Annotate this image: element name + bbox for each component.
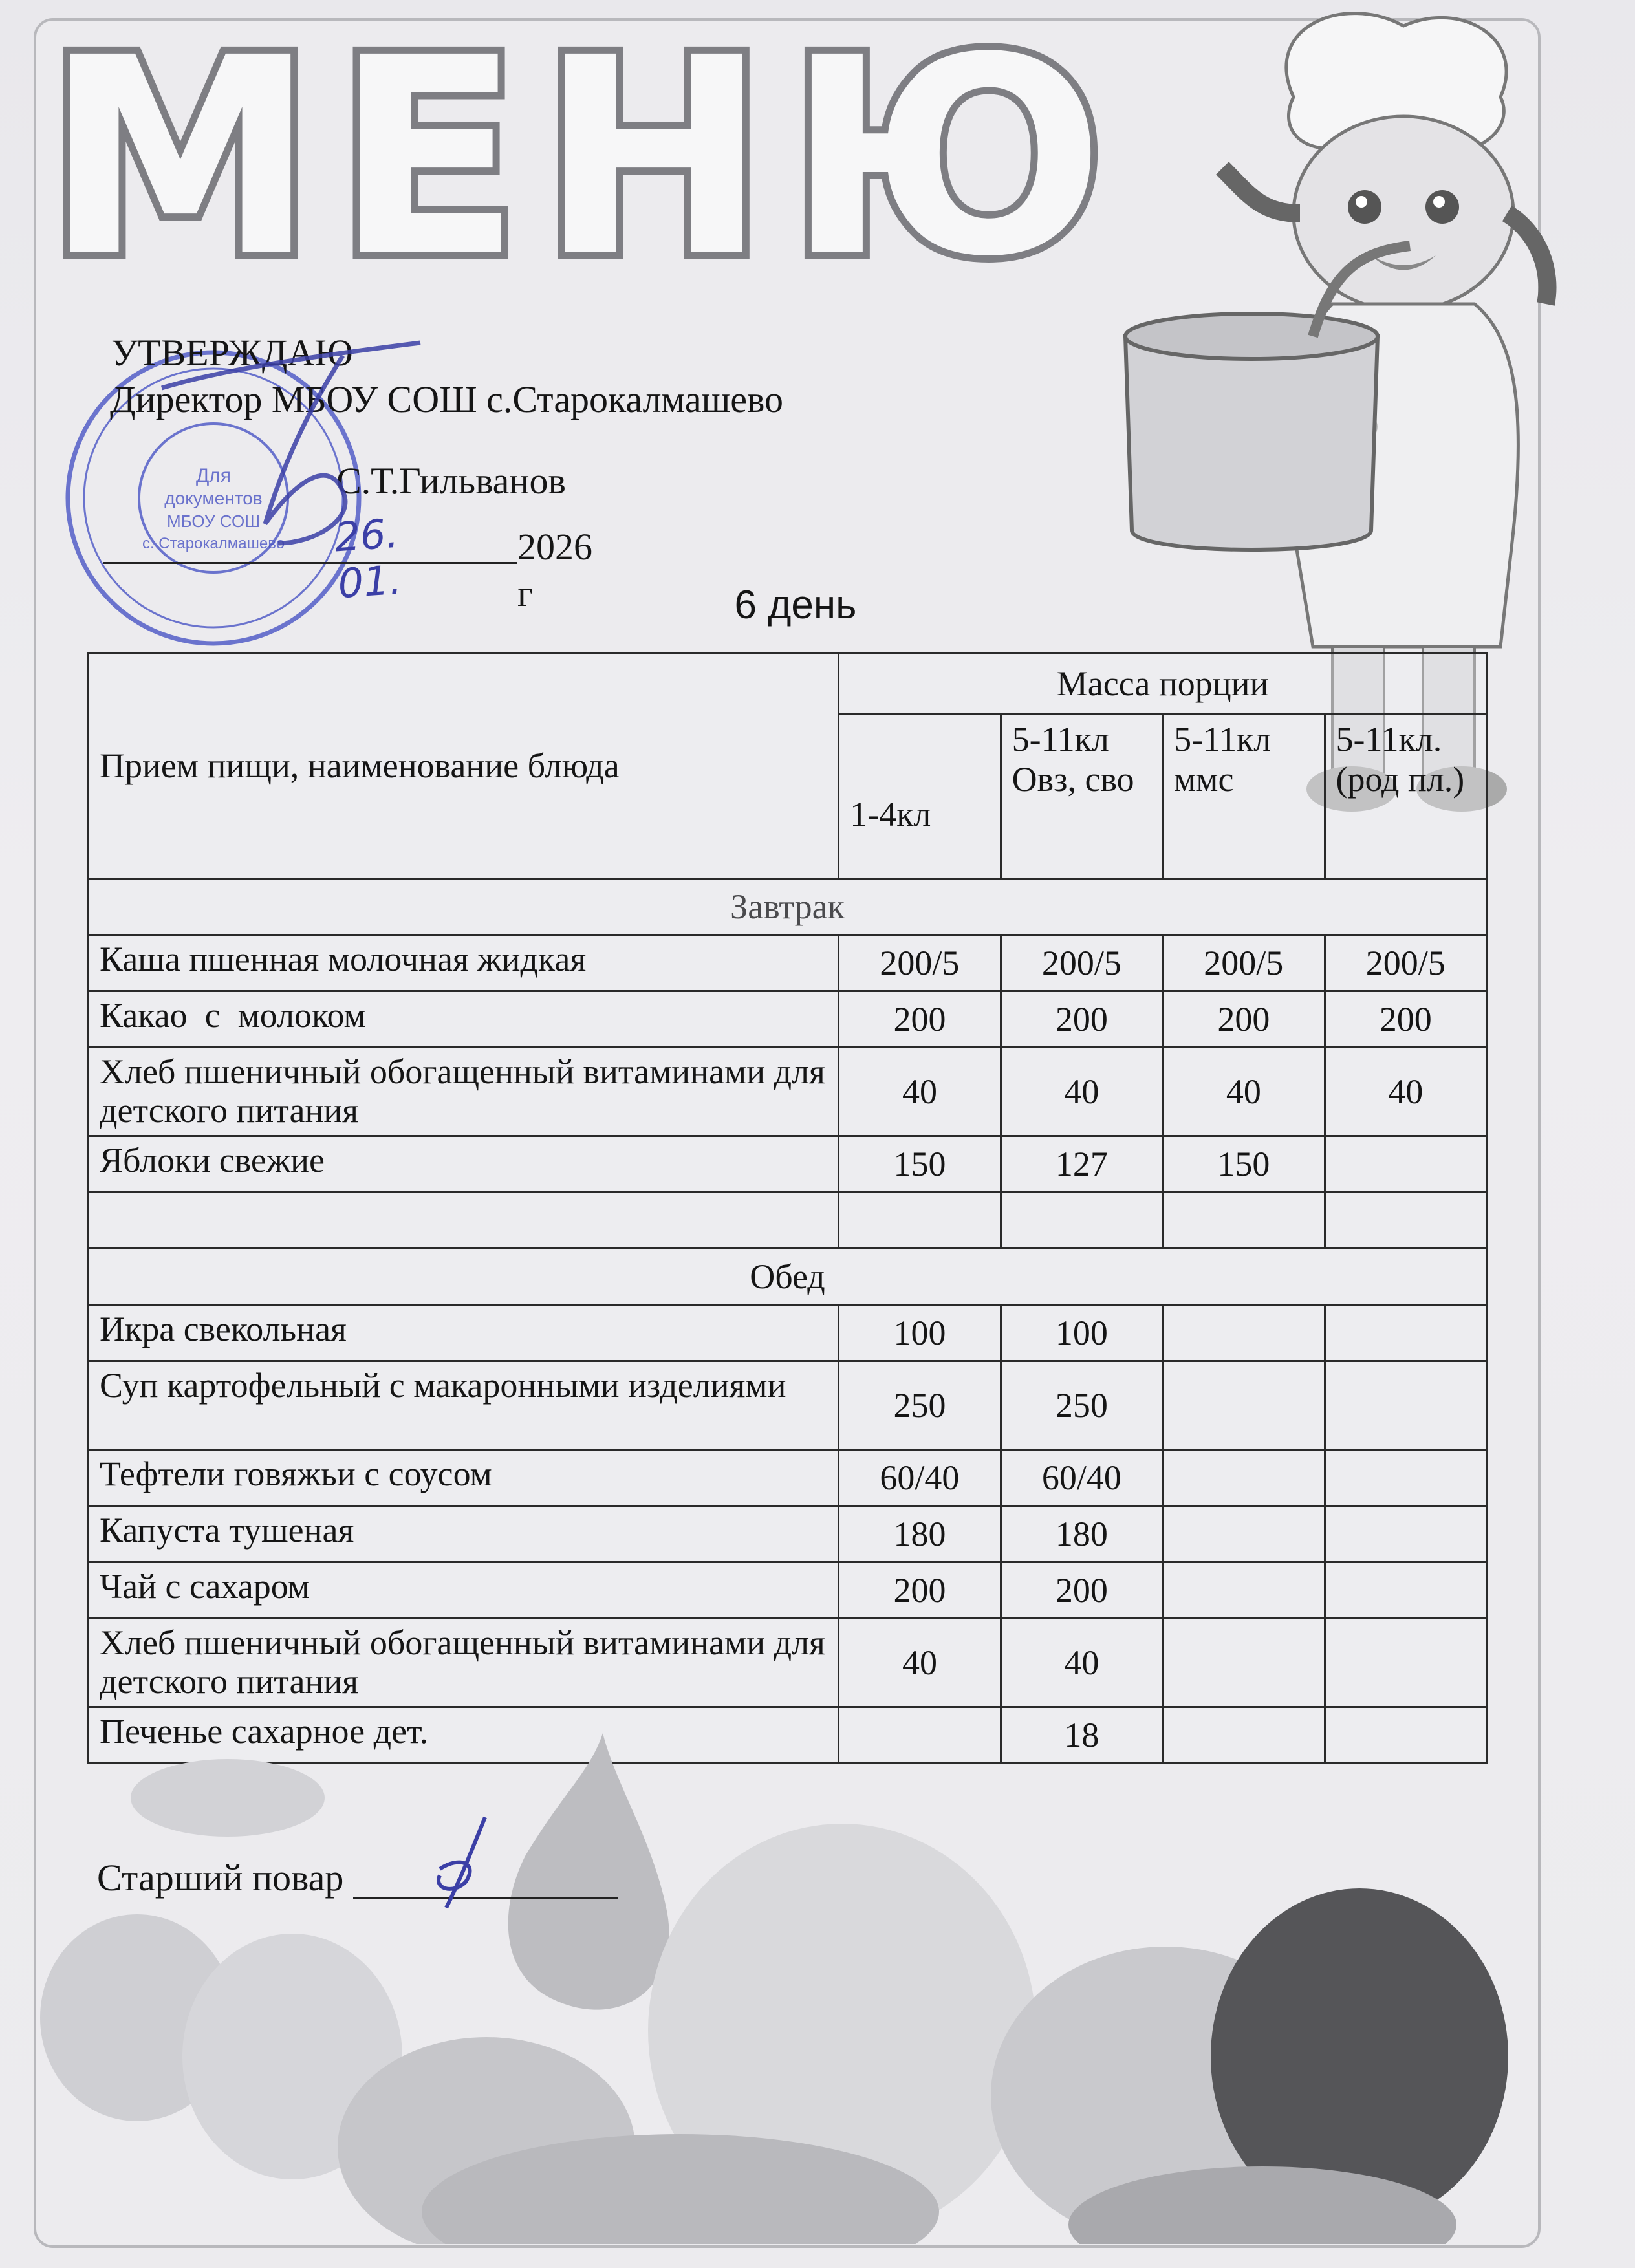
portion-value bbox=[1001, 1193, 1162, 1249]
portion-value bbox=[1325, 1361, 1486, 1450]
table-row-empty bbox=[89, 1193, 1487, 1249]
portion-value bbox=[1163, 1305, 1325, 1361]
portion-value: 180 bbox=[1001, 1506, 1162, 1562]
portion-value bbox=[1163, 1193, 1325, 1249]
portion-value: 250 bbox=[1001, 1361, 1162, 1450]
dish-name: Тефтели говяжьи с соусом bbox=[89, 1450, 839, 1506]
table-row bbox=[89, 1450, 1487, 1506]
portion-value: 127 bbox=[1001, 1136, 1162, 1193]
approval-heading: УТВЕРЖДАЮ bbox=[111, 332, 353, 374]
portion-value: 250 bbox=[839, 1361, 1001, 1450]
vegetables-illustration bbox=[34, 1694, 1535, 2244]
svg-text:Для: Для bbox=[195, 465, 232, 486]
dish-name: Каша пшенная молочная жидкая bbox=[89, 935, 839, 991]
portion-value: 200 bbox=[1001, 1562, 1162, 1619]
dish-name: Чай с сахаром bbox=[89, 1562, 839, 1619]
portion-value: 200/5 bbox=[839, 935, 1001, 991]
header-col-5-11-ovz: 5-11кл Овз, сво bbox=[1001, 715, 1162, 879]
portion-value bbox=[1325, 1193, 1486, 1249]
portion-value: 40 bbox=[839, 1048, 1001, 1136]
portion-value bbox=[1325, 1506, 1486, 1562]
dish-name bbox=[89, 1193, 839, 1249]
portion-value bbox=[1325, 1136, 1486, 1193]
section-label: Обед bbox=[89, 1249, 1487, 1305]
section-lunch bbox=[89, 1249, 1487, 1305]
table-row bbox=[89, 1305, 1487, 1361]
portion-value: 40 bbox=[1001, 1619, 1162, 1707]
header-col-5-11-mms: 5-11кл ммс bbox=[1163, 715, 1325, 879]
portion-value: 200 bbox=[1325, 991, 1486, 1048]
svg-text:с. Старокалмашево: с. Старокалмашево bbox=[142, 535, 285, 552]
portion-value: 200 bbox=[1163, 991, 1325, 1048]
page-title: МЕНЮ bbox=[45, 0, 1125, 316]
header-col-5-11-rod: 5-11кл. (род пл.) bbox=[1325, 715, 1486, 879]
portion-value: 200 bbox=[839, 991, 1001, 1048]
cook-label: Старший повар bbox=[97, 1857, 344, 1899]
portion-value: 40 bbox=[1163, 1048, 1325, 1136]
section-label: Завтрак bbox=[89, 879, 1487, 935]
portion-value: 100 bbox=[1001, 1305, 1162, 1361]
approval-year: 2026 г bbox=[517, 526, 592, 614]
table-row bbox=[89, 1361, 1487, 1450]
portion-value: 18 bbox=[1001, 1707, 1162, 1764]
portion-value: 150 bbox=[1163, 1136, 1325, 1193]
cook-signature-line bbox=[97, 1856, 618, 1899]
table-row bbox=[89, 1619, 1487, 1707]
portion-value bbox=[1163, 1619, 1325, 1707]
portion-value bbox=[1325, 1305, 1486, 1361]
day-label: 6 день bbox=[734, 583, 857, 627]
portion-value bbox=[1325, 1562, 1486, 1619]
cook-signature bbox=[401, 1811, 530, 1921]
portion-value: 200/5 bbox=[1001, 935, 1162, 991]
dish-name: Какао с молоком bbox=[89, 991, 839, 1048]
portion-value: 180 bbox=[839, 1506, 1001, 1562]
dish-name: Яблоки свежие bbox=[89, 1136, 839, 1193]
dish-name: Печенье сахарное дет. bbox=[89, 1707, 839, 1764]
portion-value: 60/40 bbox=[1001, 1450, 1162, 1506]
header-col-1-4: 1-4кл bbox=[839, 715, 1001, 879]
table-header-row bbox=[89, 653, 1487, 715]
portion-value bbox=[1163, 1562, 1325, 1619]
portion-value: 200/5 bbox=[1163, 935, 1325, 991]
portion-value: 200 bbox=[839, 1562, 1001, 1619]
table-row bbox=[89, 1562, 1487, 1619]
dish-name: Суп картофельный с макаронными изделиями bbox=[89, 1361, 839, 1450]
portion-value bbox=[1163, 1450, 1325, 1506]
portion-value bbox=[1163, 1361, 1325, 1450]
portion-value: 40 bbox=[839, 1619, 1001, 1707]
portion-value: 100 bbox=[839, 1305, 1001, 1361]
dish-name: Хлеб пшеничный обогащенный витаминами для детского питания bbox=[89, 1048, 839, 1136]
portion-value: 60/40 bbox=[839, 1450, 1001, 1506]
table-row bbox=[89, 1136, 1487, 1193]
table-row bbox=[89, 1506, 1487, 1562]
header-portion-mass: Масса порции bbox=[839, 653, 1487, 715]
table-row bbox=[89, 1048, 1487, 1136]
director-signature bbox=[149, 330, 446, 589]
portion-value: 200 bbox=[1001, 991, 1162, 1048]
portion-value: 200/5 bbox=[1325, 935, 1486, 991]
svg-text:документов: документов bbox=[164, 488, 263, 508]
portion-value bbox=[1325, 1619, 1486, 1707]
approval-signatory: С.Т.Гильванов bbox=[336, 460, 566, 502]
portion-value bbox=[1325, 1450, 1486, 1506]
portion-value bbox=[1163, 1506, 1325, 1562]
header-dish-name: Прием пищи, наименование блюда bbox=[89, 653, 839, 879]
dish-name: Хлеб пшеничный обогащенный витаминами для детского питания bbox=[89, 1619, 839, 1707]
portion-value: 40 bbox=[1001, 1048, 1162, 1136]
menu-table bbox=[87, 652, 1488, 1764]
approval-director: Директор МБОУ СОШ с.Старокалмашево bbox=[110, 378, 783, 420]
approval-date-handwritten: 26. 01. bbox=[333, 509, 404, 608]
portion-value: 150 bbox=[839, 1136, 1001, 1193]
portion-value bbox=[839, 1193, 1001, 1249]
section-breakfast bbox=[89, 879, 1487, 935]
dish-name: Икра свекольная bbox=[89, 1305, 839, 1361]
svg-text:МБОУ СОШ: МБОУ СОШ bbox=[166, 512, 261, 531]
table-row bbox=[89, 991, 1487, 1048]
table-row bbox=[89, 935, 1487, 991]
portion-value: 40 bbox=[1325, 1048, 1486, 1136]
dish-name: Капуста тушеная bbox=[89, 1506, 839, 1562]
